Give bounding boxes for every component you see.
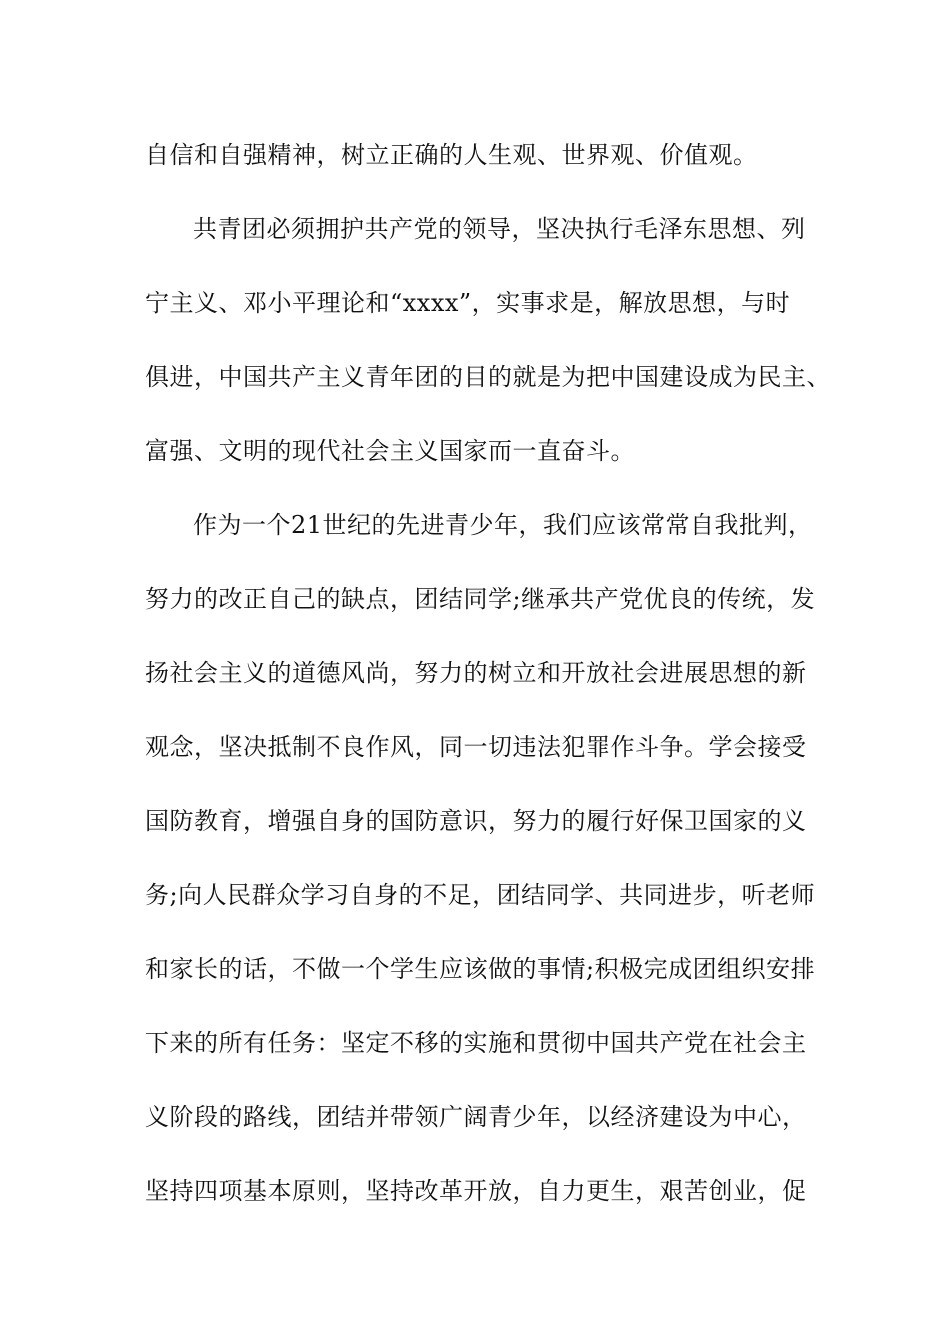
text-line: 宁主义、邓小平理论和“xxxx”，实事求是，解放思想，与时 [145, 289, 791, 317]
text-line: 义阶段的路线，团结并带领广阔青少年，以经济建设为中心， [145, 1103, 807, 1131]
paragraph-start-line: 作为一个21世纪的先进青少年，我们应该常常自我批判， [193, 511, 813, 539]
text-line: 扬社会主义的道德风尚，努力的树立和开放社会进展思想的新 [145, 659, 807, 687]
body-text [145, 125, 845, 1235]
text-line: 自信和自强精神，树立正确的人生观、世界观、价值观。 [145, 141, 758, 169]
text-line: 下来的所有任务：坚定不移的实施和贯彻中国共产党在社会主 [145, 1029, 807, 1057]
text-line: 俱进，中国共产主义青年团的目的就是为把中国建设成为民主、 [145, 363, 831, 391]
text-line: 和家长的话，不做一个学生应该做的事情;积极完成团组织安排 [145, 955, 816, 983]
text-line: 坚持四项基本原则，坚持改革开放，自力更生，艰苦创业，促 [145, 1177, 807, 1205]
text-line: 国防教育，增强自身的国防意识，努力的履行好保卫国家的义 [145, 807, 807, 835]
text-line: 观念，坚决抵制不良作风，同一切违法犯罪作斗争。学会接受 [145, 733, 807, 761]
text-line: 努力的改正自己的缺点，团结同学;继承共产党优良的传统，发 [145, 585, 816, 613]
text-line: 务;向人民群众学习自身的不足，团结同学、共同进步，听老师 [145, 881, 816, 909]
paragraph-start-line: 共青团必须拥护共产党的领导，坚决执行毛泽东思想、列 [193, 215, 806, 243]
text-line: 富强、文明的现代社会主义国家而一直奋斗。 [145, 437, 635, 465]
